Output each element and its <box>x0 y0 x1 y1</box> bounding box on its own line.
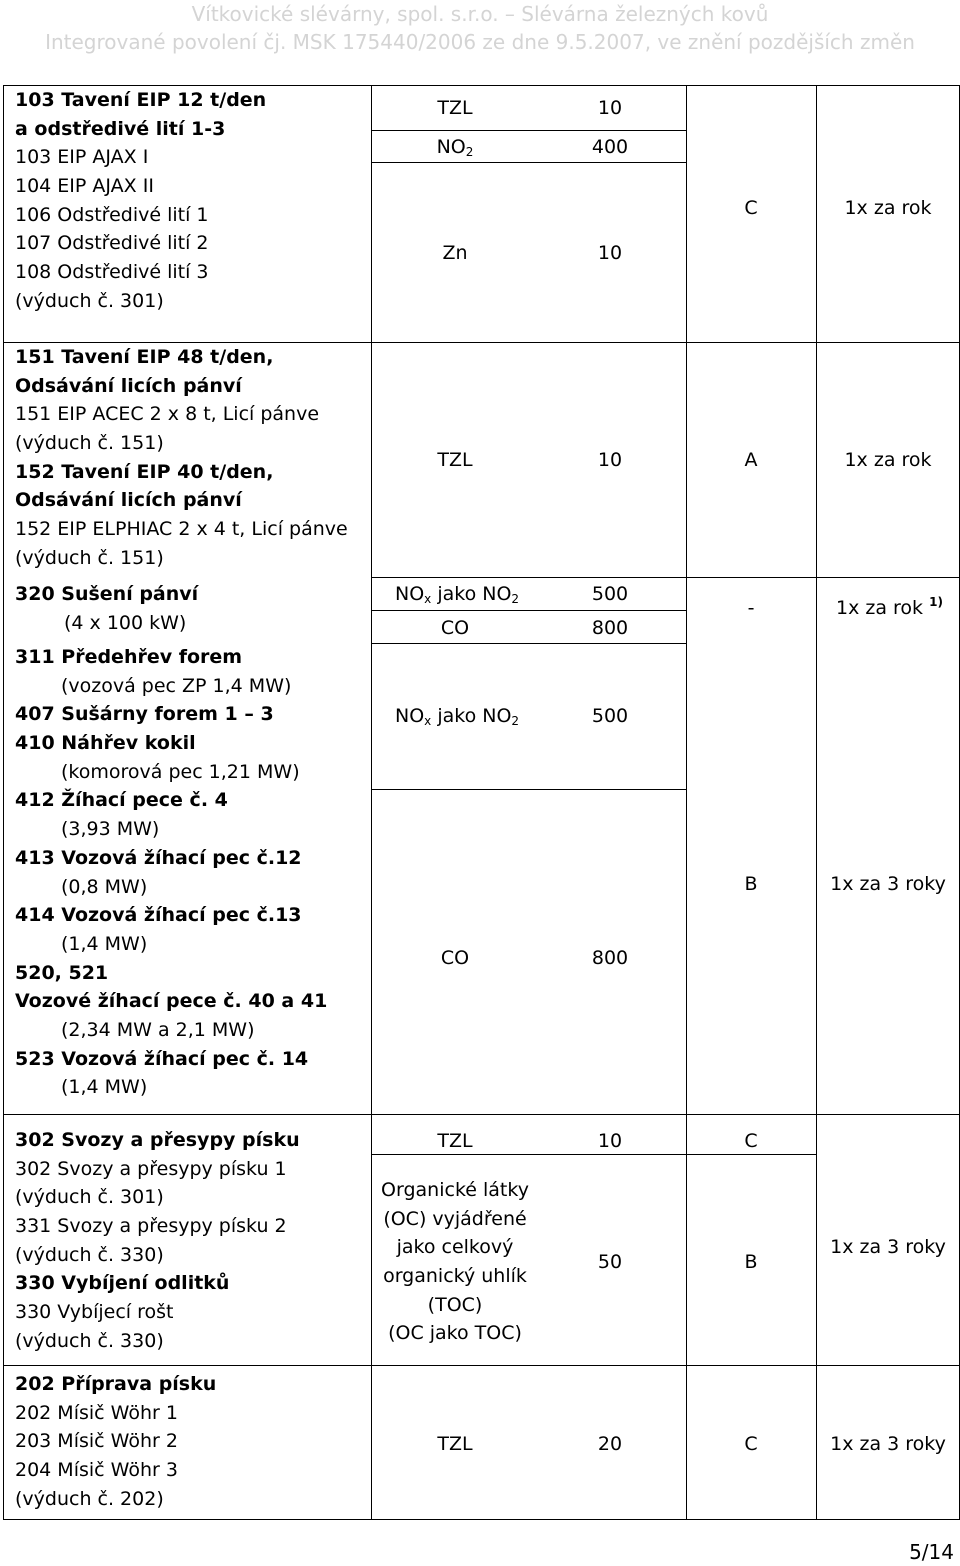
measurement-frequency: 1x za rok <box>844 197 932 219</box>
limit-value: 400 <box>591 136 629 158</box>
source-title: 302 Svozy a přesypy písku <box>15 1129 300 1151</box>
pollutant-line: organický uhlík <box>383 1265 527 1288</box>
source-line: (komorová pec 1,21 MW) <box>61 760 300 783</box>
source-title: Odsávání licích pánví <box>15 374 242 397</box>
source-line: (výduch č. 151) <box>15 546 164 569</box>
page-number: 5/14 <box>909 1540 954 1564</box>
document-header-permit: Integrované povolení čj. MSK 175440/2006 ze dne 9.5.2007, ve znění pozdějších změn <box>45 30 915 54</box>
measurement-frequency: 1x za 3 roky <box>830 1433 946 1455</box>
source-title: 103 Tavení EIP 12 t/den <box>15 89 267 111</box>
source-line: 330 Vybíjecí rošt <box>15 1301 174 1324</box>
source-line: (2,34 MW a 2,1 MW) <box>61 1018 255 1041</box>
source-title: 414 Vozová žíhací pec č.13 <box>15 904 302 927</box>
source-line: (0,8 MW) <box>61 875 148 898</box>
source-line: (výduch č. 301) <box>15 1186 164 1209</box>
pollutant-line: (OC) vyjádřené <box>383 1207 527 1230</box>
pollutant: CO <box>440 617 470 639</box>
pollutant: TZL <box>437 1433 473 1455</box>
measurement-method: C <box>744 1130 758 1152</box>
footnote-marker: 1) <box>929 595 943 609</box>
limit-value: 800 <box>591 947 629 969</box>
pollutant-organic <box>372 1176 538 1348</box>
pollutant: TZL <box>437 449 473 471</box>
source-title: 407 Sušárny forem 1 – 3 <box>15 703 274 726</box>
pollutant-line: Organické látky <box>381 1179 529 1201</box>
limit-value: 20 <box>597 1433 623 1455</box>
source-line: 202 Mísič Wöhr 1 <box>15 1401 178 1424</box>
measurement-frequency: 1x za rok <box>844 449 932 471</box>
source-line: (1,4 MW) <box>61 1076 148 1099</box>
source-line: 104 EIP AJAX II <box>15 175 154 198</box>
limit-value: 500 <box>591 705 629 727</box>
source-title: 330 Vybíjení odlitků <box>15 1272 230 1295</box>
document-header-title: Vítkovické slévárny, spol. s.r.o. – Slévárna železných kovů <box>191 2 769 26</box>
row2-source-cell <box>15 343 348 573</box>
source-title: Odsávání licích pánví <box>15 489 242 512</box>
measurement-method: B <box>744 873 758 895</box>
source-title: 520, 521 <box>15 961 109 984</box>
pollutant: $NO_x$ jako $NO_2$ <box>395 583 520 606</box>
pollutant-line: jako celkový <box>396 1236 514 1259</box>
limit-value: 50 <box>597 1251 623 1273</box>
source-title: 523 Vozová žíhací pec č. 14 <box>15 1047 309 1070</box>
measurement-method: - <box>747 597 755 619</box>
source-line: 152 EIP ELPHIAC 2 x 4 t, Licí pánve <box>15 518 348 541</box>
measurement-method: B <box>744 1251 758 1273</box>
source-line: (1,4 MW) <box>61 932 148 955</box>
source-line: 204 Mísič Wöhr 3 <box>15 1459 178 1482</box>
source-title: 413 Vozová žíhací pec č.12 <box>15 846 302 869</box>
source-title: 412 Žíhací pece č. 4 <box>15 789 228 812</box>
pollutant: $NO_x$ jako $NO_2$ <box>395 705 520 728</box>
source-title: 152 Tavení EIP 40 t/den, <box>15 460 274 483</box>
source-line: 331 Svozy a přesypy písku 2 <box>15 1215 287 1238</box>
pollutant: Zn <box>442 242 468 264</box>
limit-value: 10 <box>597 1130 623 1152</box>
source-line: (výduch č. 301) <box>15 289 164 312</box>
limit-value: 10 <box>597 449 623 471</box>
source-line: (vozová pec ZP 1,4 MW) <box>61 674 292 697</box>
source-title: 320 Sušení pánví <box>15 583 199 605</box>
source-line: (výduch č. 330) <box>15 1329 164 1352</box>
measurement-frequency: 1x za 3 roky <box>830 873 946 895</box>
pollutant: TZL <box>437 97 473 119</box>
row5-source-cell <box>15 1126 300 1356</box>
measurement-frequency: 1x za 3 roky <box>830 1236 946 1258</box>
row6-source-cell <box>15 1370 216 1513</box>
source-line: (3,93 MW) <box>61 818 160 841</box>
limit-value: 500 <box>591 583 629 605</box>
source-title: 202 Příprava písku <box>15 1373 217 1395</box>
source-line: 203 Mísič Wöhr 2 <box>15 1430 178 1453</box>
pollutant: TZL <box>437 1130 473 1152</box>
source-line: (výduch č. 202) <box>15 1487 164 1510</box>
source-title: 151 Tavení EIP 48 t/den, <box>15 346 274 368</box>
source-title: a odstředivé lití 1-3 <box>15 117 226 140</box>
source-line: 103 EIP AJAX I <box>15 146 149 169</box>
pollutant-line: (OC jako TOC) <box>388 1322 522 1345</box>
source-line: 151 EIP ACEC 2 x 8 t, Licí pánve <box>15 403 320 426</box>
measurement-frequency: 1x za rok $^{1)}$ <box>836 595 943 619</box>
source-line: (výduch č. 330) <box>15 1243 164 1266</box>
source-line: 106 Odstředivé lití 1 <box>15 203 209 226</box>
source-title: Vozové žíhací pece č. 40 a 41 <box>15 990 328 1013</box>
pollutant-line: (TOC) <box>427 1293 483 1316</box>
measurement-method: C <box>744 1433 758 1455</box>
pollutant: CO <box>440 947 470 969</box>
source-line: 107 Odstředivé lití 2 <box>15 232 209 255</box>
pollutant: $NO_2$ <box>436 136 474 159</box>
limit-value: 10 <box>597 242 623 264</box>
limit-value: 10 <box>597 97 623 119</box>
source-title: 410 Náhřev kokil <box>15 732 196 755</box>
row1-source-cell <box>15 86 266 316</box>
source-line: (výduch č. 151) <box>15 432 164 455</box>
limit-value: 800 <box>591 617 629 639</box>
source-line: 108 Odstředivé lití 3 <box>15 261 209 284</box>
source-line: (4 x 100 kW) <box>64 612 187 634</box>
row4-source-cell <box>15 643 327 1102</box>
measurement-method: C <box>744 197 758 219</box>
measurement-method: A <box>744 449 758 471</box>
source-line: 302 Svozy a přesypy písku 1 <box>15 1157 287 1180</box>
source-title: 311 Předehřev forem <box>15 646 243 668</box>
